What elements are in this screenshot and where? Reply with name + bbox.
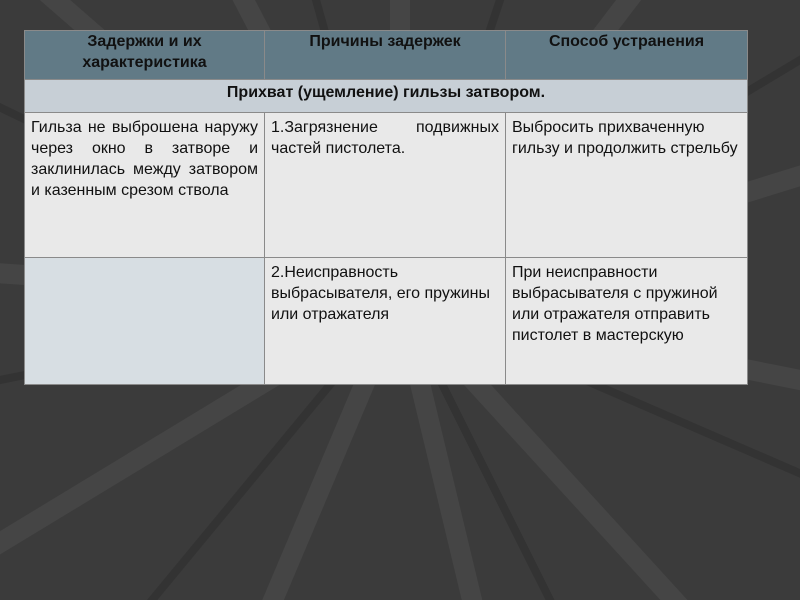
delays-table bbox=[24, 30, 748, 385]
cell-cause: 2.Неисправность выбрасывателя, его пружины или отражателя bbox=[265, 258, 506, 385]
header-characteristic: Задержки и их характеристика bbox=[25, 31, 265, 80]
section-row bbox=[25, 80, 748, 113]
cell-characteristic: Гильза не выброшена наружу через окно в затворе и заклинилась между затвором и казенным срезом ствола bbox=[25, 113, 265, 258]
header-remedy: Способ устранения bbox=[506, 31, 748, 80]
cell-characteristic-empty bbox=[25, 258, 265, 385]
table-row bbox=[25, 113, 748, 258]
section-title: Прихват (ущемление) гильзы затвором. bbox=[25, 80, 748, 113]
cell-cause: 1.Загрязнение подвижных частей пистолета. bbox=[265, 113, 506, 258]
cell-remedy: При неисправности выбрасывателя с пружиной или отражателя отправить пистолет в мастерскую bbox=[506, 258, 748, 385]
header-causes: Причины задержек bbox=[265, 31, 506, 80]
table-row bbox=[25, 258, 748, 385]
header-row bbox=[25, 31, 748, 80]
cell-remedy: Выбросить прихваченную гильзу и продолжить стрельбу bbox=[506, 113, 748, 258]
